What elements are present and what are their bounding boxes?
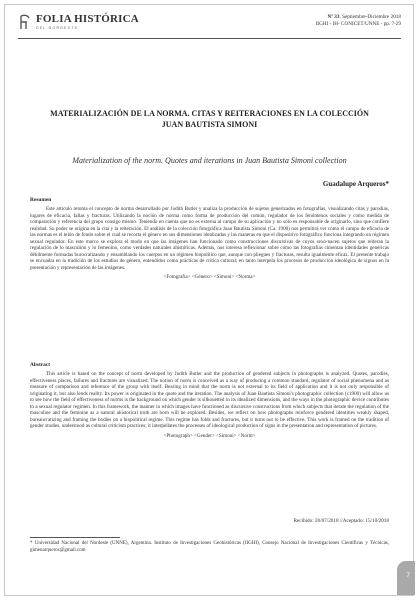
- resumen-heading: Resumen: [30, 197, 52, 203]
- journal-logo: [18, 14, 139, 31]
- abstract-text: This article is based on the concept of norm developed by Judith Butler and the production of gendered subjects in photographs is analyzed. Quotes, parodies, effectiveness places, failures and fractures are visualized. The notion of norm is conceived as a way of producing a common standard, regulator of social phenomena and as measure of comparison and reference of the group with itself. Bearing in mind that the norm is not external to its field of application and it is not only responsible of originating it, but also lends reality. Its power is originated in the quote and the iteration. The analysis of Juan Bautista Simoni's photographic collection (c1900) will allow us to see how the field of effectiveness of norms is the background on which gender is silhouetted in its idealized dimensions, and the ways in the photographic device contributes to a sexual regulator regimen. In this framework, the manner in which images have functioned as discursive constructions from which subjects that iterate the regulation of the masculine and the feminine as a natural ahistorical truth are born will be explored. Besides, we reflect on how photographs reinforce gendered identities weakly shaped, bureaucratizing and framing the bodies on a biopolitical regime. This regime has folds and fractures, but it turns out to be effective. This work is framed on the tradition of gender studies, understood as cultural criticism practices; it interpellates the processes of ideological production of signs in the presentation and representation of pictures.: [30, 371, 389, 429]
- page-number: 7: [406, 572, 410, 579]
- article-title: MATERIALIZACIÓN DE LA NORMA. CITAS Y REITERACIONES EN LA COLECCIÓN JUAN BAUTISTA SIMONI: [50, 109, 369, 129]
- header-rule: [18, 38, 401, 39]
- author-name: Guadalupe Arqueros*: [322, 180, 389, 188]
- journal-logo-icon: [18, 14, 32, 30]
- article-subtitle: Materialization of the norm. Quotes and iterations in Juan Bautista Simoni collection: [72, 156, 347, 165]
- received-accepted-dates: Recibido: 20/07/2018 //Aceptado: 15/10/2018: [293, 518, 389, 524]
- journal-name-sub: DEL NORDESTE: [36, 26, 79, 30]
- resumen-keywords: <Fotografía> <Género> <Simoni> <Norma>: [163, 274, 256, 280]
- issue-info: [316, 14, 401, 28]
- author-footnote: * Universidad Nacional del Nordeste (UNNE), Argentina. Instituto de Investigaciones Geohistóricas (IIGHI), Consejo Nacional de Investigaciones Científicas y Técnicas, gimenarqueros@gmail.com: [30, 541, 389, 553]
- issue-period: . Septiembre-Diciembre 2018: [339, 14, 401, 20]
- resumen-section: [30, 197, 389, 280]
- resumen-text: Este artículo retoma el concepto de norma desarrollado por Judith Butler y analiza la producción de sujetos generizados en fotografías, visualizando citas y parodias, lugares de eficacia, fallas y fracturas. Utilizando la noción de norma como forma de producción del común, regulador de los fenómenos sociales y como medida de comparación y referencia del grupo consigo mismo. Teniendo en cuenta que no es externa al campo de su aplicación y no sólo es responsable de originarlo, sino que confiere realidad. Su poder se origina en la cita y la reiteración. El análisis de la colección fotográfica Juan Bautista Simoni (Ca. 1900) nos permitirá ver cómo el campo de eficacia de las normas es el telón de fondo sobre el cual se recorta el género en sus dimensiones idealizadas y las maneras en que el dispositivo fotográfico funciona integrando un régimen sexual regulador. En este marco se explora el modo en que las imágenes han funcionado como construcciones discursivas de cuyos sexo-nacen sujetos que reiteran la regulación de lo masculino y lo femenino, como verdades naturales ahistóricas. Además, nos interesa reflexionar sobre cómo las fotografías cimentan identidades genéricas débilmente formadas burocratizando y ensamblando los cuerpos en un régimen biopolítico que, aunque con pliegues y fracturas, resulta igualmente eficaz. El presente trabajo se encuadra en la tradición de los estudios de género, entendidos como prácticas de crítica cultural; en tanto interpela los procesos de producción ideológica de signos en la presentación y representación de las imágenes.: [30, 206, 389, 271]
- journal-name: FOLIA HISTÓRICA: [36, 13, 139, 25]
- issue-number: Nº 33: [327, 14, 340, 20]
- abstract-section: [30, 362, 389, 439]
- issue-pages: IIGHI - IH- CONICET/UNNE - pp. 7-29: [315, 21, 401, 27]
- abstract-keywords: <Photograph> <Gender> <Simoni> <Norm>: [163, 432, 256, 439]
- abstract-heading: Abstract: [30, 362, 51, 368]
- journal-header: [18, 12, 401, 38]
- footnote-rule: [30, 537, 120, 538]
- page-frame: [4, 4, 414, 596]
